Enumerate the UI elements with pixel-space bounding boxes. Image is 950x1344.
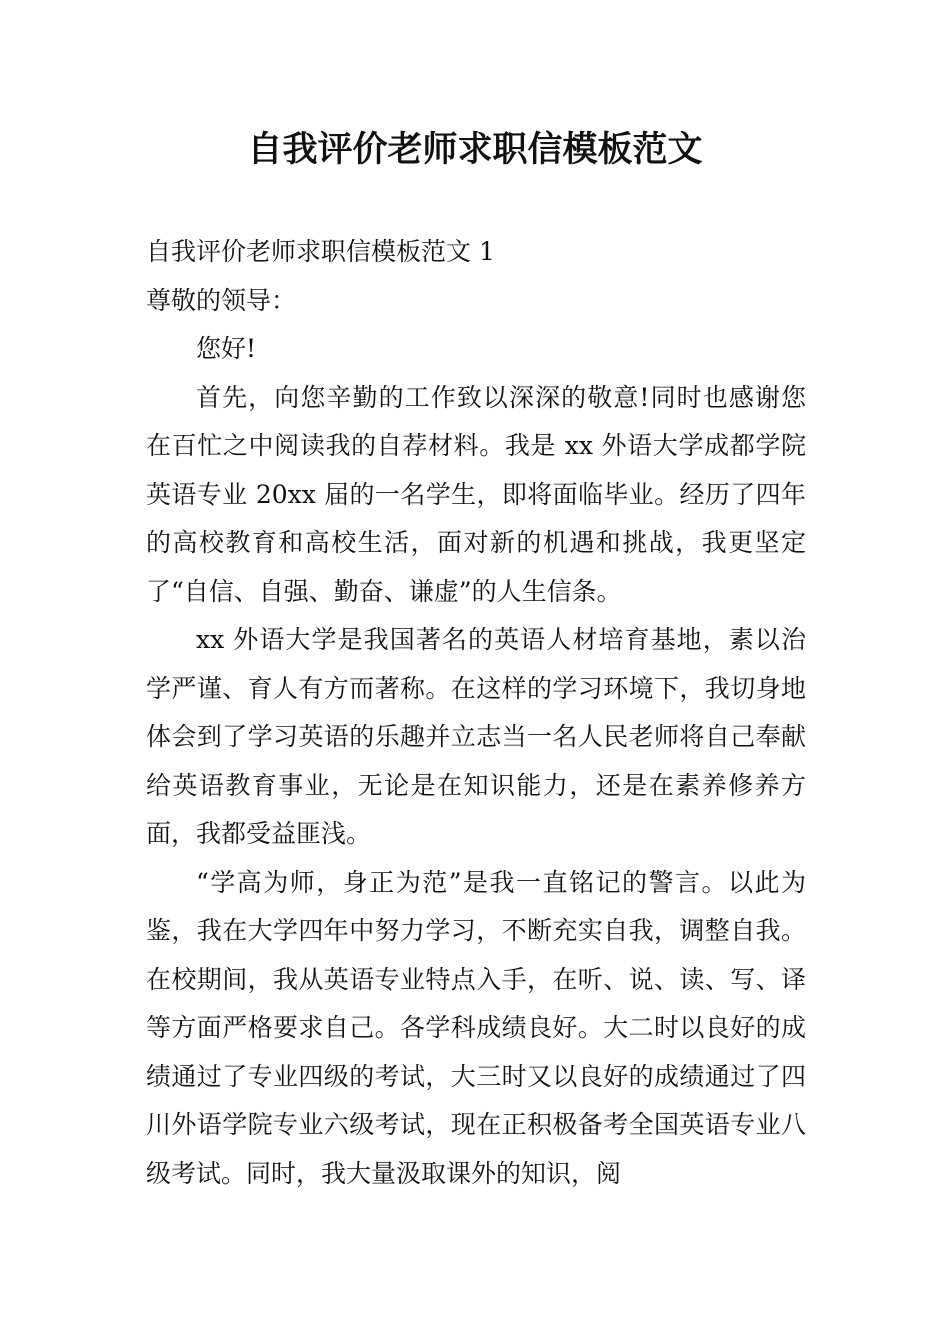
salutation: 尊敬的领导： [146,285,297,315]
paragraph-1: 首先，向您辛勤的工作致以深深的敬意!同时也感谢您在百忙之中阅读我的自荐材料。我是 xx 外语大学成都学院英语专业 20xx 届的一名学生，即将面临毕业。经历了四年的高校教育和高校生活，面对新的机遇和挑战，我更坚定了“自信、自强、勤奋、谦虚”的人生信条。 [146,382,806,606]
document-body [146,228,806,1198]
document-subtitle: 自我评价老师求职信模板范文 1 [146,237,495,266]
paragraph-3: “学高为师，身正为范”是我一直铭记的警言。以此为鉴，我在大学四年中努力学习，不断充实自我，调整自我。在校期间，我从英语专业特点入手，在听、说、读、写、译等方面严格要求自己。各学科成绩良好。大二时以良好的成绩通过了专业四级的考试，大三时又以良好的成绩通过了四川外语学院专业六级考试，现在正积极备考全国英语专业八级考试。同时，我大量汲取课外的知识，阅 [146,867,806,1188]
paragraph-2: xx 外语大学是我国著名的英语人材培育基地，素以治学严谨、育人有方而著称。在这样的学习环境下，我切身地体会到了学习英语的乐趣并立志当一名人民老师将自己奉献给英语教育事业，无论是在知识能力，还是在素养修养方面，我都受益匪浅。 [146,625,806,848]
document-title: 自我评价老师求职信模板范文 [247,130,703,170]
greeting: 您好! [196,334,257,363]
